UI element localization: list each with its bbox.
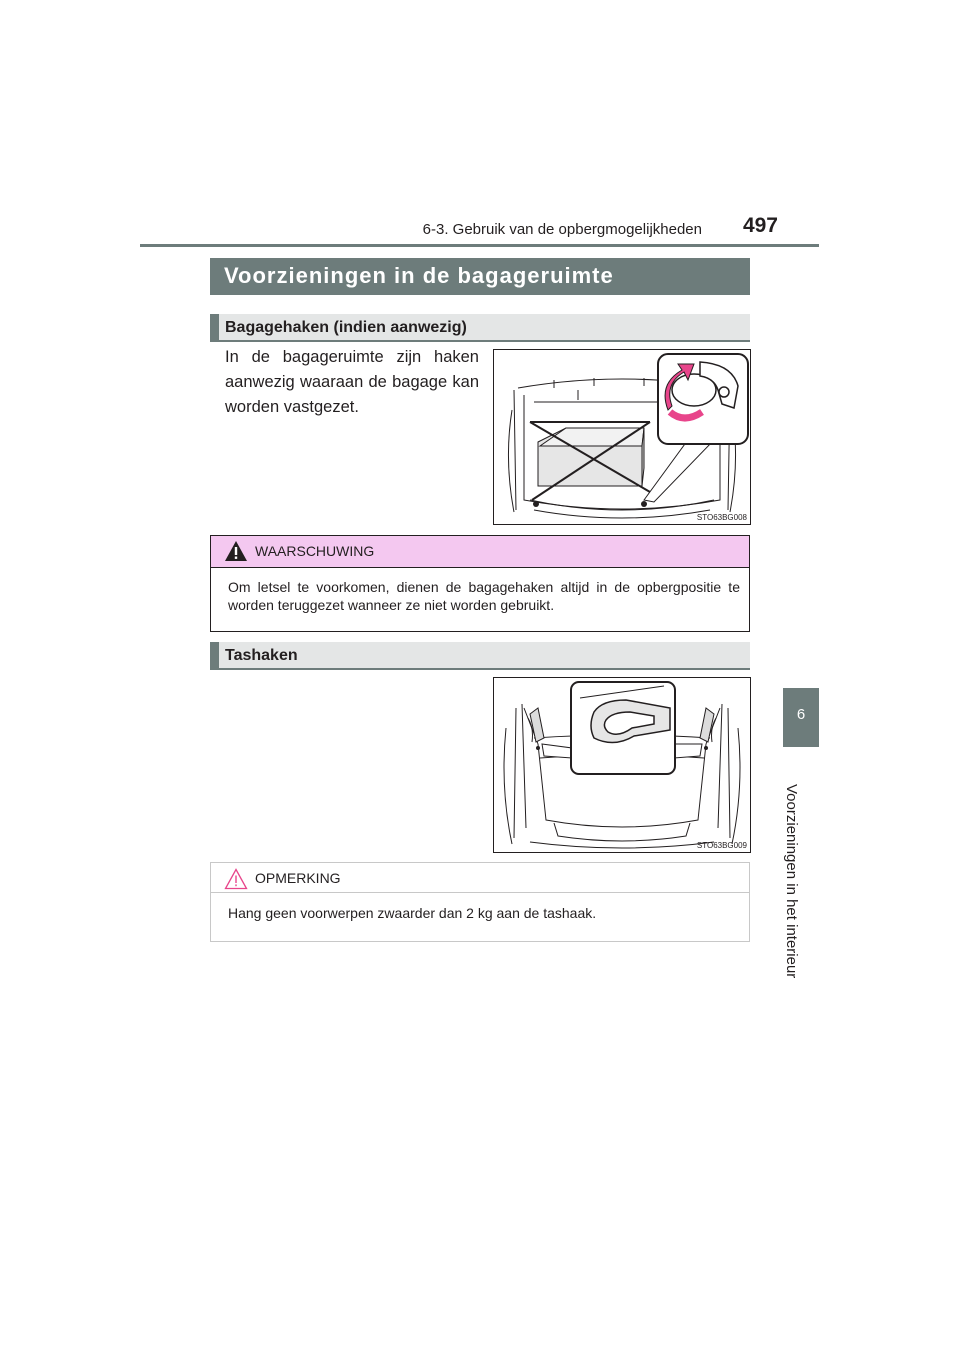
chapter-title: Voorzieningen in het interieur	[783, 784, 800, 979]
page-number: 497	[742, 214, 778, 237]
subheading-bag-hooks: Tashaken	[225, 647, 298, 664]
warning-icon	[224, 540, 248, 562]
hook-left	[533, 501, 539, 507]
warning-text: Om letsel te voorkomen, dienen de bagagehaken altijd in de opbergpositie te worden teruggezet wanneer ze niet worden gebruikt.	[228, 579, 740, 613]
subheading-marker	[210, 642, 219, 670]
figure-code: STO63BG008	[696, 513, 747, 522]
warning-title: WAARSCHUWING	[255, 543, 375, 559]
main-title: Voorzieningen in de bagageruimte	[224, 263, 614, 288]
note-text: Hang geen voorwerpen zwaarder dan 2 kg aan de tashaak.	[228, 905, 597, 921]
luggage-hooks-description: In de bagageruimte zijn haken aanwezig waaraan de bagage kan worden vastgezet.	[225, 348, 479, 416]
luggage-hooks-illustration	[494, 350, 750, 524]
bag-hooks-illustration	[494, 678, 750, 852]
subheading-marker	[210, 314, 219, 342]
note-title: OPMERKING	[255, 870, 341, 886]
header-rule	[140, 244, 819, 247]
figure-code: STO63BG009	[696, 841, 747, 850]
running-header-section: 6-3. Gebruik van de opbergmogelijkheden	[422, 221, 702, 238]
caution-icon	[224, 868, 248, 890]
chapter-number: 6	[796, 706, 806, 723]
figure-luggage-hooks	[493, 349, 751, 525]
figure-bag-hooks	[493, 677, 751, 853]
hook-right	[641, 501, 647, 507]
subheading-luggage-hooks: Bagagehaken (indien aanwezig)	[225, 319, 467, 336]
